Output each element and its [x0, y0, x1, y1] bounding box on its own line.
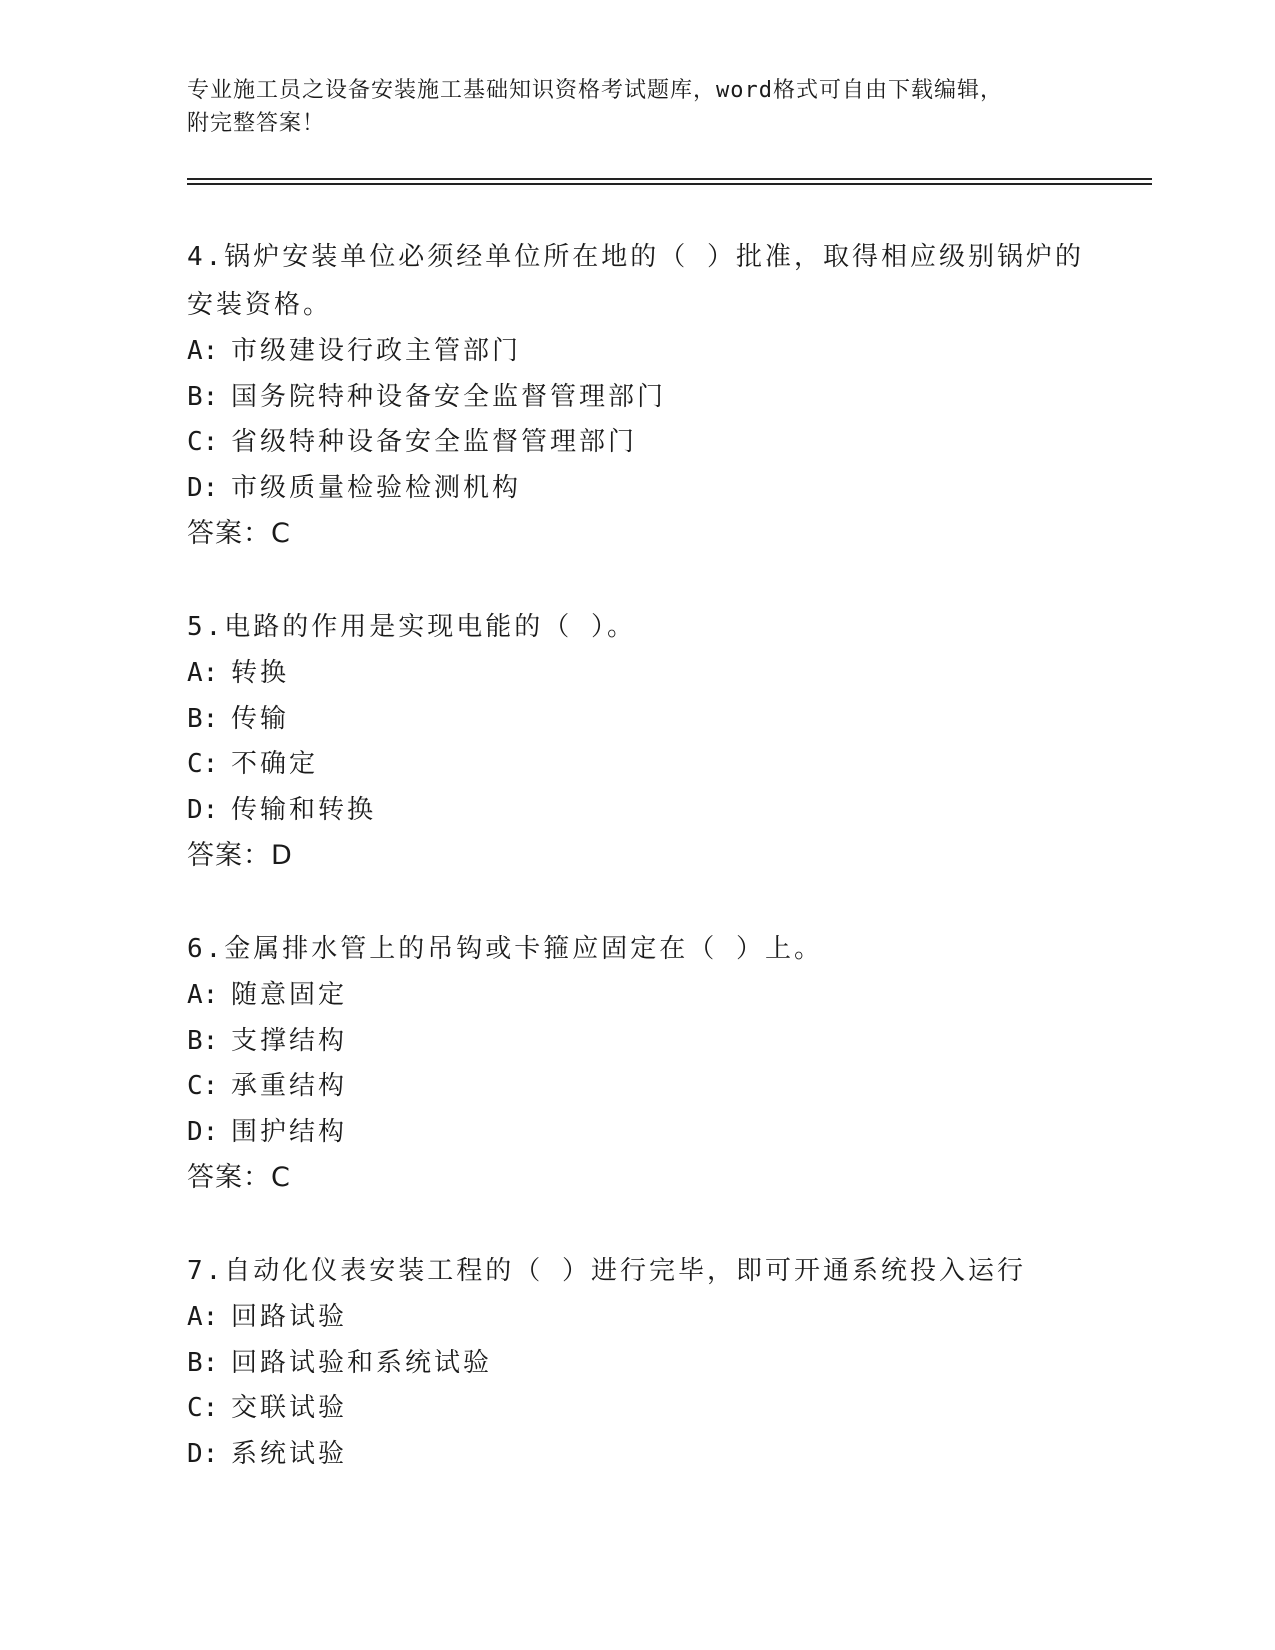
header-divider-top [187, 178, 1152, 180]
answer-label: 答案：C [187, 518, 291, 549]
option-letter: B: [187, 381, 219, 412]
question-4 [187, 233, 1087, 557]
option-text: 国务院特种设备安全监督管理部门 [231, 381, 667, 412]
option-letter: D: [187, 794, 219, 825]
option-letter: D: [187, 472, 219, 503]
option-text: 承重结构 [231, 1071, 348, 1101]
option-c [187, 420, 1087, 466]
option-text: 随意固定 [231, 980, 348, 1010]
option-letter: C: [187, 749, 219, 779]
option-letter: B: [187, 1347, 219, 1378]
option-letter: A: [187, 658, 219, 688]
option-text: 回路试验 [231, 1302, 348, 1332]
option-text: 回路试验和系统试验 [231, 1347, 493, 1378]
option-text: 市级建设行政主管部门 [231, 336, 522, 366]
option-a [187, 329, 1087, 375]
option-d [187, 1110, 1087, 1156]
header-divider-bottom [187, 183, 1152, 185]
header-line-1: 专业施工员之设备安装施工基础知识资格考试题库，word格式可自由下载编辑， [187, 78, 1003, 103]
option-b [187, 697, 1087, 743]
option-letter: D: [187, 1438, 219, 1469]
question-stem: 6.金属排水管上的吊钩或卡箍应固定在（ ）上。 [187, 934, 823, 964]
option-c [187, 1064, 1087, 1110]
option-text: 省级特种设备安全监督管理部门 [231, 427, 638, 457]
question-5 [187, 603, 1087, 879]
question-list [187, 233, 1087, 1523]
option-letter: B: [187, 703, 219, 734]
option-d [187, 466, 1087, 512]
option-letter: A: [187, 980, 219, 1010]
option-c [187, 1386, 1087, 1432]
question-7 [187, 1247, 1087, 1477]
option-b [187, 1341, 1087, 1387]
option-c [187, 742, 1087, 788]
option-d [187, 788, 1087, 834]
option-letter: C: [187, 1393, 219, 1423]
option-a [187, 1295, 1087, 1341]
option-text: 转换 [231, 658, 290, 688]
option-text: 市级质量检验检测机构 [231, 472, 522, 503]
header-line-2: 附完整答案！ [187, 111, 326, 136]
option-letter: A: [187, 1302, 219, 1332]
option-b [187, 1019, 1087, 1065]
option-a [187, 973, 1087, 1019]
document-header [187, 74, 1087, 140]
answer-label: 答案：C [187, 1162, 291, 1193]
option-d [187, 1432, 1087, 1478]
option-text: 交联试验 [231, 1393, 348, 1423]
option-text: 不确定 [231, 749, 319, 779]
option-letter: D: [187, 1116, 219, 1147]
option-b [187, 375, 1087, 421]
option-text: 支撑结构 [231, 1025, 348, 1056]
answer-label: 答案：D [187, 840, 293, 871]
question-6 [187, 925, 1087, 1201]
option-text: 传输 [231, 703, 290, 734]
question-stem: 4.锅炉安装单位必须经单位所在地的（ ）批准，取得相应级别锅炉的安装资格。 [187, 242, 1084, 320]
question-stem: 7.自动化仪表安装工程的（ ）进行完毕，即可开通系统投入运行 [187, 1256, 1026, 1286]
question-stem: 5.电路的作用是实现电能的（ ）。 [187, 612, 636, 642]
option-letter: C: [187, 427, 219, 457]
option-text: 围护结构 [231, 1116, 348, 1147]
option-letter: B: [187, 1025, 219, 1056]
option-letter: C: [187, 1071, 219, 1101]
option-text: 传输和转换 [231, 794, 377, 825]
option-a [187, 651, 1087, 697]
option-letter: A: [187, 336, 219, 366]
option-text: 系统试验 [231, 1438, 348, 1469]
